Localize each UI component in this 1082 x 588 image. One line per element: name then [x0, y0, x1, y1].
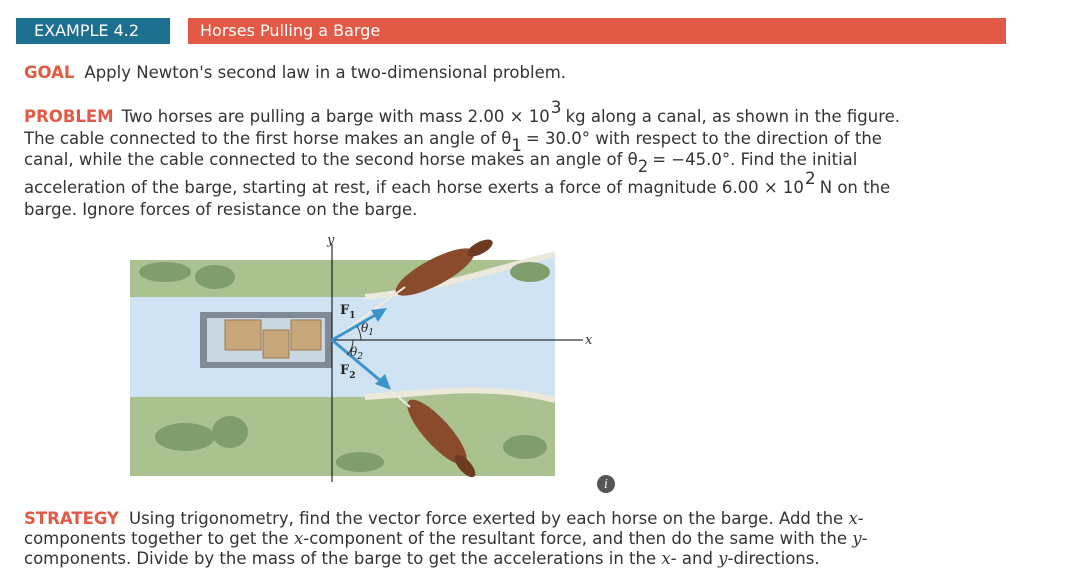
problem-text: barge. Ignore forces of resistance on the barge. [24, 200, 418, 219]
strategy-text: -directions. [727, 549, 820, 568]
example-number-label: EXAMPLE 4.2 [16, 18, 170, 44]
problem-text: acceleration of the barge, starting at rest, if each horse exerts a force of magnitude 6.00 × 10 [24, 178, 804, 197]
strategy-line-2 [24, 529, 1024, 549]
example-title: Horses Pulling a Barge [188, 18, 1006, 44]
strategy-text: - [861, 529, 868, 548]
exponent: 3 [550, 98, 562, 118]
strategy-text: components together to get the [24, 529, 289, 548]
strategy-text: -component of the resultant force, and then do the same with the [303, 529, 848, 548]
problem-text: kg along a canal, as shown in the figure. [565, 107, 901, 126]
strategy-text: - and [670, 549, 713, 568]
goal-text: Apply Newton's second law in a two-dimensional problem. [84, 63, 567, 82]
problem-text: The cable connected to the first horse makes an angle of θ [24, 129, 512, 148]
y-axis-label: y [327, 233, 335, 248]
variable: x [848, 509, 858, 528]
strategy-section [24, 509, 1024, 569]
barge-figure [125, 232, 595, 482]
f1-label: $F_1$ [340, 303, 356, 321]
variable: y [718, 549, 728, 568]
subscript: 1 [511, 136, 522, 155]
problem-line-4 [24, 169, 1004, 199]
problem-text: Two horses are pulling a barge with mass 2.00 × 10 [121, 107, 550, 126]
subscript: 2 [637, 157, 649, 176]
exponent: 2 [804, 169, 816, 189]
problem-label: PROBLEM [24, 107, 114, 126]
theta2-label: $\theta_2$ [350, 345, 363, 362]
problem-line-1 [24, 98, 1004, 128]
strategy-text: Using trigonometry, find the vector force exerted by each horse on the barge. Add the [129, 509, 844, 528]
problem-line-2 [24, 128, 1004, 155]
problem-text: = −45.0°. Find the initial [652, 150, 858, 169]
problem-section [24, 98, 1004, 220]
theta1-label: $\theta_1$ [361, 321, 374, 338]
problem-text: N on the [819, 178, 891, 197]
f2-label: $F_2$ [340, 363, 356, 381]
problem-line-5 [24, 199, 1004, 220]
strategy-text: - [857, 509, 864, 528]
x-axis-label: x [585, 333, 593, 348]
variable: x [293, 529, 304, 548]
goal-section [24, 62, 566, 84]
variable: y [852, 529, 862, 548]
strategy-line-3 [24, 549, 1024, 569]
problem-text: = 30.0° with respect to the direction of the [525, 129, 882, 148]
variable: x [661, 549, 671, 568]
example-header [16, 18, 1006, 44]
strategy-line-1 [24, 509, 1024, 529]
goal-label: GOAL [24, 63, 75, 82]
strategy-text: components. Divide by the mass of the barge to get the accelerations in the [24, 549, 657, 568]
problem-text: canal, while the cable connected to the second horse makes an angle of θ [24, 150, 638, 169]
info-icon[interactable]: i [597, 475, 615, 493]
strategy-label: STRATEGY [24, 509, 119, 528]
